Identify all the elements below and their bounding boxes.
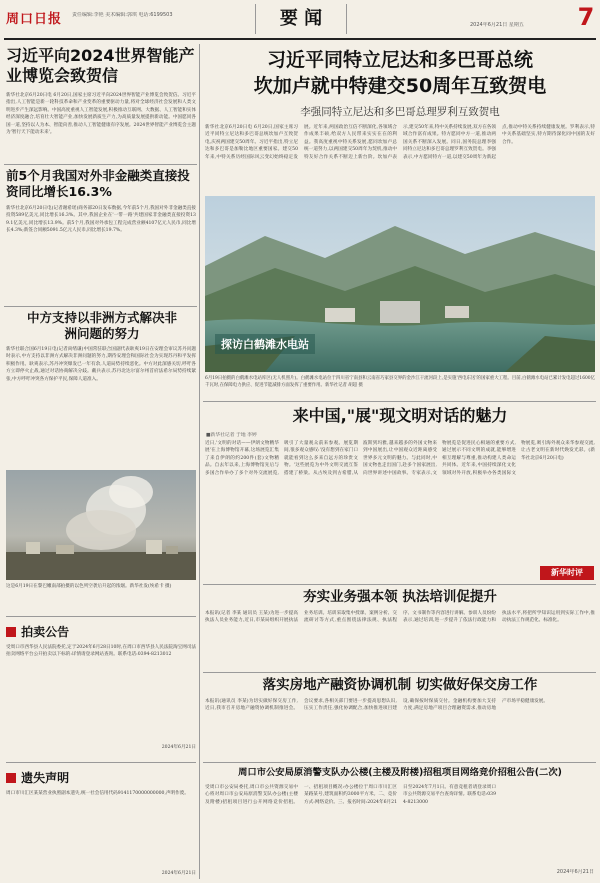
xinhua-commentary-tag: 新华时评 xyxy=(540,566,594,580)
loss-notice xyxy=(6,762,196,879)
divider xyxy=(203,401,596,402)
feature-byline: ■新华社记者 于地 李婷 xyxy=(206,433,257,438)
notice-date: 2024年6月21日 xyxy=(161,871,196,876)
article-headline: 中方支持以非洲方式解决非洲问题的努力 xyxy=(26,310,177,341)
divider xyxy=(203,584,596,585)
divider xyxy=(4,164,197,165)
lead-headline-line2: 坎加卢就中特建交50周年互致贺电 xyxy=(253,75,547,97)
lead-body: 新华社北京6月20日电 6月20日,国家主席习近平同特立尼达和多巴哥总统坎加卢互致贺电,庆祝两国建交50周年。习近平指出,特立尼达和多巴哥是加勒比地区重要国家。建交50年来,中特关系历经国际风云变幻始终稳定发展。近年来,两国政治互信不断深化,各领域合作成果丰硕,给双方人民带来实实在在的利益。我高度重视中特关系发展,愿同坎加卢总统一道努力,以两国建交50周年为契机,推动中特友好合作关系不断迈上新台阶。坎加卢表示,建交50年来,特中关系持续发展,双方在各领域合作富有成果。特方愿同中方一道,推动两国关系不断深入发展。同日,国务院总理李强同特立尼达和多巴哥总理罗利互致贺电。李强表示,中方愿同特方一道,以建交50周年为新起点,推动中特关系持续健康发展。罗利表示,特中关系基础坚实,特方期待深化同中国的友好合作。 xyxy=(205,125,595,160)
red-marker-icon xyxy=(6,773,16,783)
notice-title-row xyxy=(6,767,196,786)
article-body: 本报讯(通讯员 李某)为切实做好保交房工作,近日,我市召开房地产融资协调机制推进会。会议要求,各相关部门要进一步提高思想认识,压实工作责任,强化协调配合,加快推进项目建设,确保按时保质交付。金融机构要加大支持力度,满足房地产项目合理融资需求,推动房地产市场平稳健康发展。 xyxy=(205,699,548,712)
divider xyxy=(4,306,197,307)
photo-caption: 6月19日拍摄的白鹤滩水电站库区(无人机照片)。白鹤滩水电站位于四川省宁南县和云南省巧家县交界的金沙江干流河段上,是实施'西电东送'的国家重大工程。目前,白鹤滩水电站已累计发电超过1600亿千瓦时,在保障电力供应、促进节能减排方面发挥了重要作用。新华社记者 胡超 摄 xyxy=(205,376,595,388)
logo-text: 周口日报 xyxy=(6,12,63,27)
page-number: 7 xyxy=(577,3,595,31)
notice-title: 遗失声明 xyxy=(21,771,70,785)
article-headline: 习近平向2024世界智能产业博览会致贺信 xyxy=(6,46,195,85)
smoke-photo-illustration xyxy=(6,470,196,580)
masthead-rule xyxy=(4,38,596,40)
feature-body: 近日,'文明的对话——伊朗文物精华展'在上海博物馆开幕,这场展览汇集了来自伊朗的约200件(套)文物精品。自去年以来,上海博物馆先后与多国合作举办了多个对外交流展览,吸引了大量观众前来参观。展览期间,很多观众感叹:'没有想到在家门口就能看到这么多来自远方的珍贵文物。'这些展览为中外文明交流互鉴搭建了桥梁。从古埃及到古希腊,从波斯到玛雅,越来越多的外国文物来到中国展出,让中国观众近距离感受世界多元文明的魅力。与此同时,中国文物也走出国门,赴多个国家展出,向世界讲述中国故事。专家表示,文物展览是促进民心相通的重要方式,通过展示不同文明的成就,能够增进相互理解与尊重,推动构建人类命运共同体。近年来,中国持续深化文化领域对外开放,积极举办各类国际文物展览,吸引海外观众来华参观交流,让古老文明在新时代焕发光彩。(新华社北京6月20日电) xyxy=(205,441,595,476)
lead-headline: 习近平同特立尼达和多巴哥总统 xyxy=(266,49,533,71)
article-body: 新华社北京6月20日电 6月20日,国家主席习近平向2024世界智能产业博览会致贺信。习近平指出,人工智能是新一轮科技革命和产业变革的重要驱动力量,将对全球经济社会发展和人类文明进步产生深远影响。中国高度重视人工智能发展,积极推动互联网、大数据、人工智能和实体经济深度融合,培育壮大智能产业,加快发展新质生产力,为高质量发展提供新动能。中国愿同各国一道,坚持以人为本、智能向善,推动人工智能健康有序发展。2024世界智能产业博览会主题为'智行天下能动未来'。 xyxy=(6,93,196,136)
masthead-info: 责任编辑:李艳 美术编辑:郭琪 电话:6199503 xyxy=(72,12,173,18)
issue-date: 2024年6月21日 星期五 xyxy=(470,22,524,28)
notice-body: 周口市川汇区某某营业执照副本遗失,统一社会信用代码9141170000000000,声明作废。 xyxy=(6,791,189,796)
tender-notice-title: 周口市公安局原消警支队办公楼(主楼及附楼)招租项目网络竞价招租公告(二次) xyxy=(238,767,562,778)
photo-caption: 这是6月19日在黎巴嫩南部拍摄的以色列空袭后升起的浓烟。新华社发(埃希卡 摄) xyxy=(6,584,172,589)
article-body: 本报讯(记者 李某 通讯员 王某)为进一步提高执法人员业务能力,近日,市某局组织开展执法业务培训。培训采取集中授课、案例分析、交流研讨等方式,重点围绕法律法规、执法程序、文书制作等内容进行讲解。参训人员纷纷表示,通过培训,进一步提升了依法行政能力和执法水平,将把所学知识运用到实际工作中,推动执法工作规范化、标准化。 xyxy=(205,611,595,624)
notice-body: 受周口市西华县人民法院委托,定于2024年6月28日10时,在周口市西华县人民法院淘宝网司法拍卖网络平台公开拍卖以下标的:详情请登录网站查询。联系电话:0394-8213012 xyxy=(6,645,196,658)
divider xyxy=(203,762,596,763)
article-body: 新华社联合国6月19日电(记者尚绪谦)中国常驻联合国副代表耿爽19日在安理会审议苏丹问题时表示,中方支持以非洲方式解决非洲问题的努力,期待安理会和国际社会为实现苏丹和平发挥积极作用。耿爽表示,苏丹冲突爆发已一年有余,人道局势持续恶化。中方对此深感关切,呼吁各方立即停火止战,通过对话协商解决分歧。戴兵表示,苏丹北达尔富尔州首府法希尔局势持续紧张,中方呼吁冲突各方保护平民,保障人道准入。 xyxy=(6,347,196,382)
auction-notice xyxy=(6,616,196,759)
article-headline: 夯实业务强本领 执法培训促提升 xyxy=(303,589,497,605)
notice-title-row xyxy=(6,621,196,640)
section-title: 要 闻 xyxy=(255,4,347,34)
red-marker-icon xyxy=(6,627,16,637)
divider xyxy=(203,672,596,673)
newspaper-logo xyxy=(6,5,66,35)
column-divider xyxy=(199,44,200,879)
article-headline: 落实房地产融资协调机制 切实做好保交房工作 xyxy=(262,677,538,693)
news-photo xyxy=(6,470,196,580)
article-headline: 前5个月我国对外非金融类直接投资同比增长16.3% xyxy=(6,168,190,199)
tender-notice-date: 2024年6月21日 xyxy=(556,869,594,875)
masthead xyxy=(0,0,600,40)
photo-tag: 探访白鹤滩水电站 xyxy=(215,334,315,354)
lead-subheadline: 李强同特立尼达和多巴哥总理罗利互致贺电 xyxy=(300,106,500,118)
notice-date: 2024年6月21日 xyxy=(161,745,196,750)
hydropower-photo xyxy=(205,196,595,372)
notice-title: 拍卖公告 xyxy=(21,625,70,639)
article-body: 新华社北京6月20日电(记者谢希瑶)商务部20日发布数据,今年前5个月,我国对外非金融类直接投资589亿美元,同比增长16.3%。其中,我国企业在'一带一路'共建国家非金融类直接投资139.1亿美元,同比增长13.9%。前5个月,我国对外承包工程完成营业额4107亿元人民币,同比增长4.3%;新签合同额5091.5亿元人民币,同比增长19.7%。 xyxy=(6,206,196,234)
tender-notice-body: 受周口市公安局委托,周口市公共资源交易中心将对周口市公安局原消警支队办公楼(主楼及附楼)招租项目进行公开网络竞价招租。一、招租项目概况:办公楼位于周口市川汇区某路某号,建筑面积约3000平方米。二、竞价方式:网络竞价。三、报名时间:2024年6月21日至2024年7月1日。有意竞租者请登录周口市公共资源交易平台查询详情。联系电话:0394-8213000 xyxy=(205,785,497,805)
feature-headline: 来中国,"展"现文明对话的魅力 xyxy=(292,406,508,425)
